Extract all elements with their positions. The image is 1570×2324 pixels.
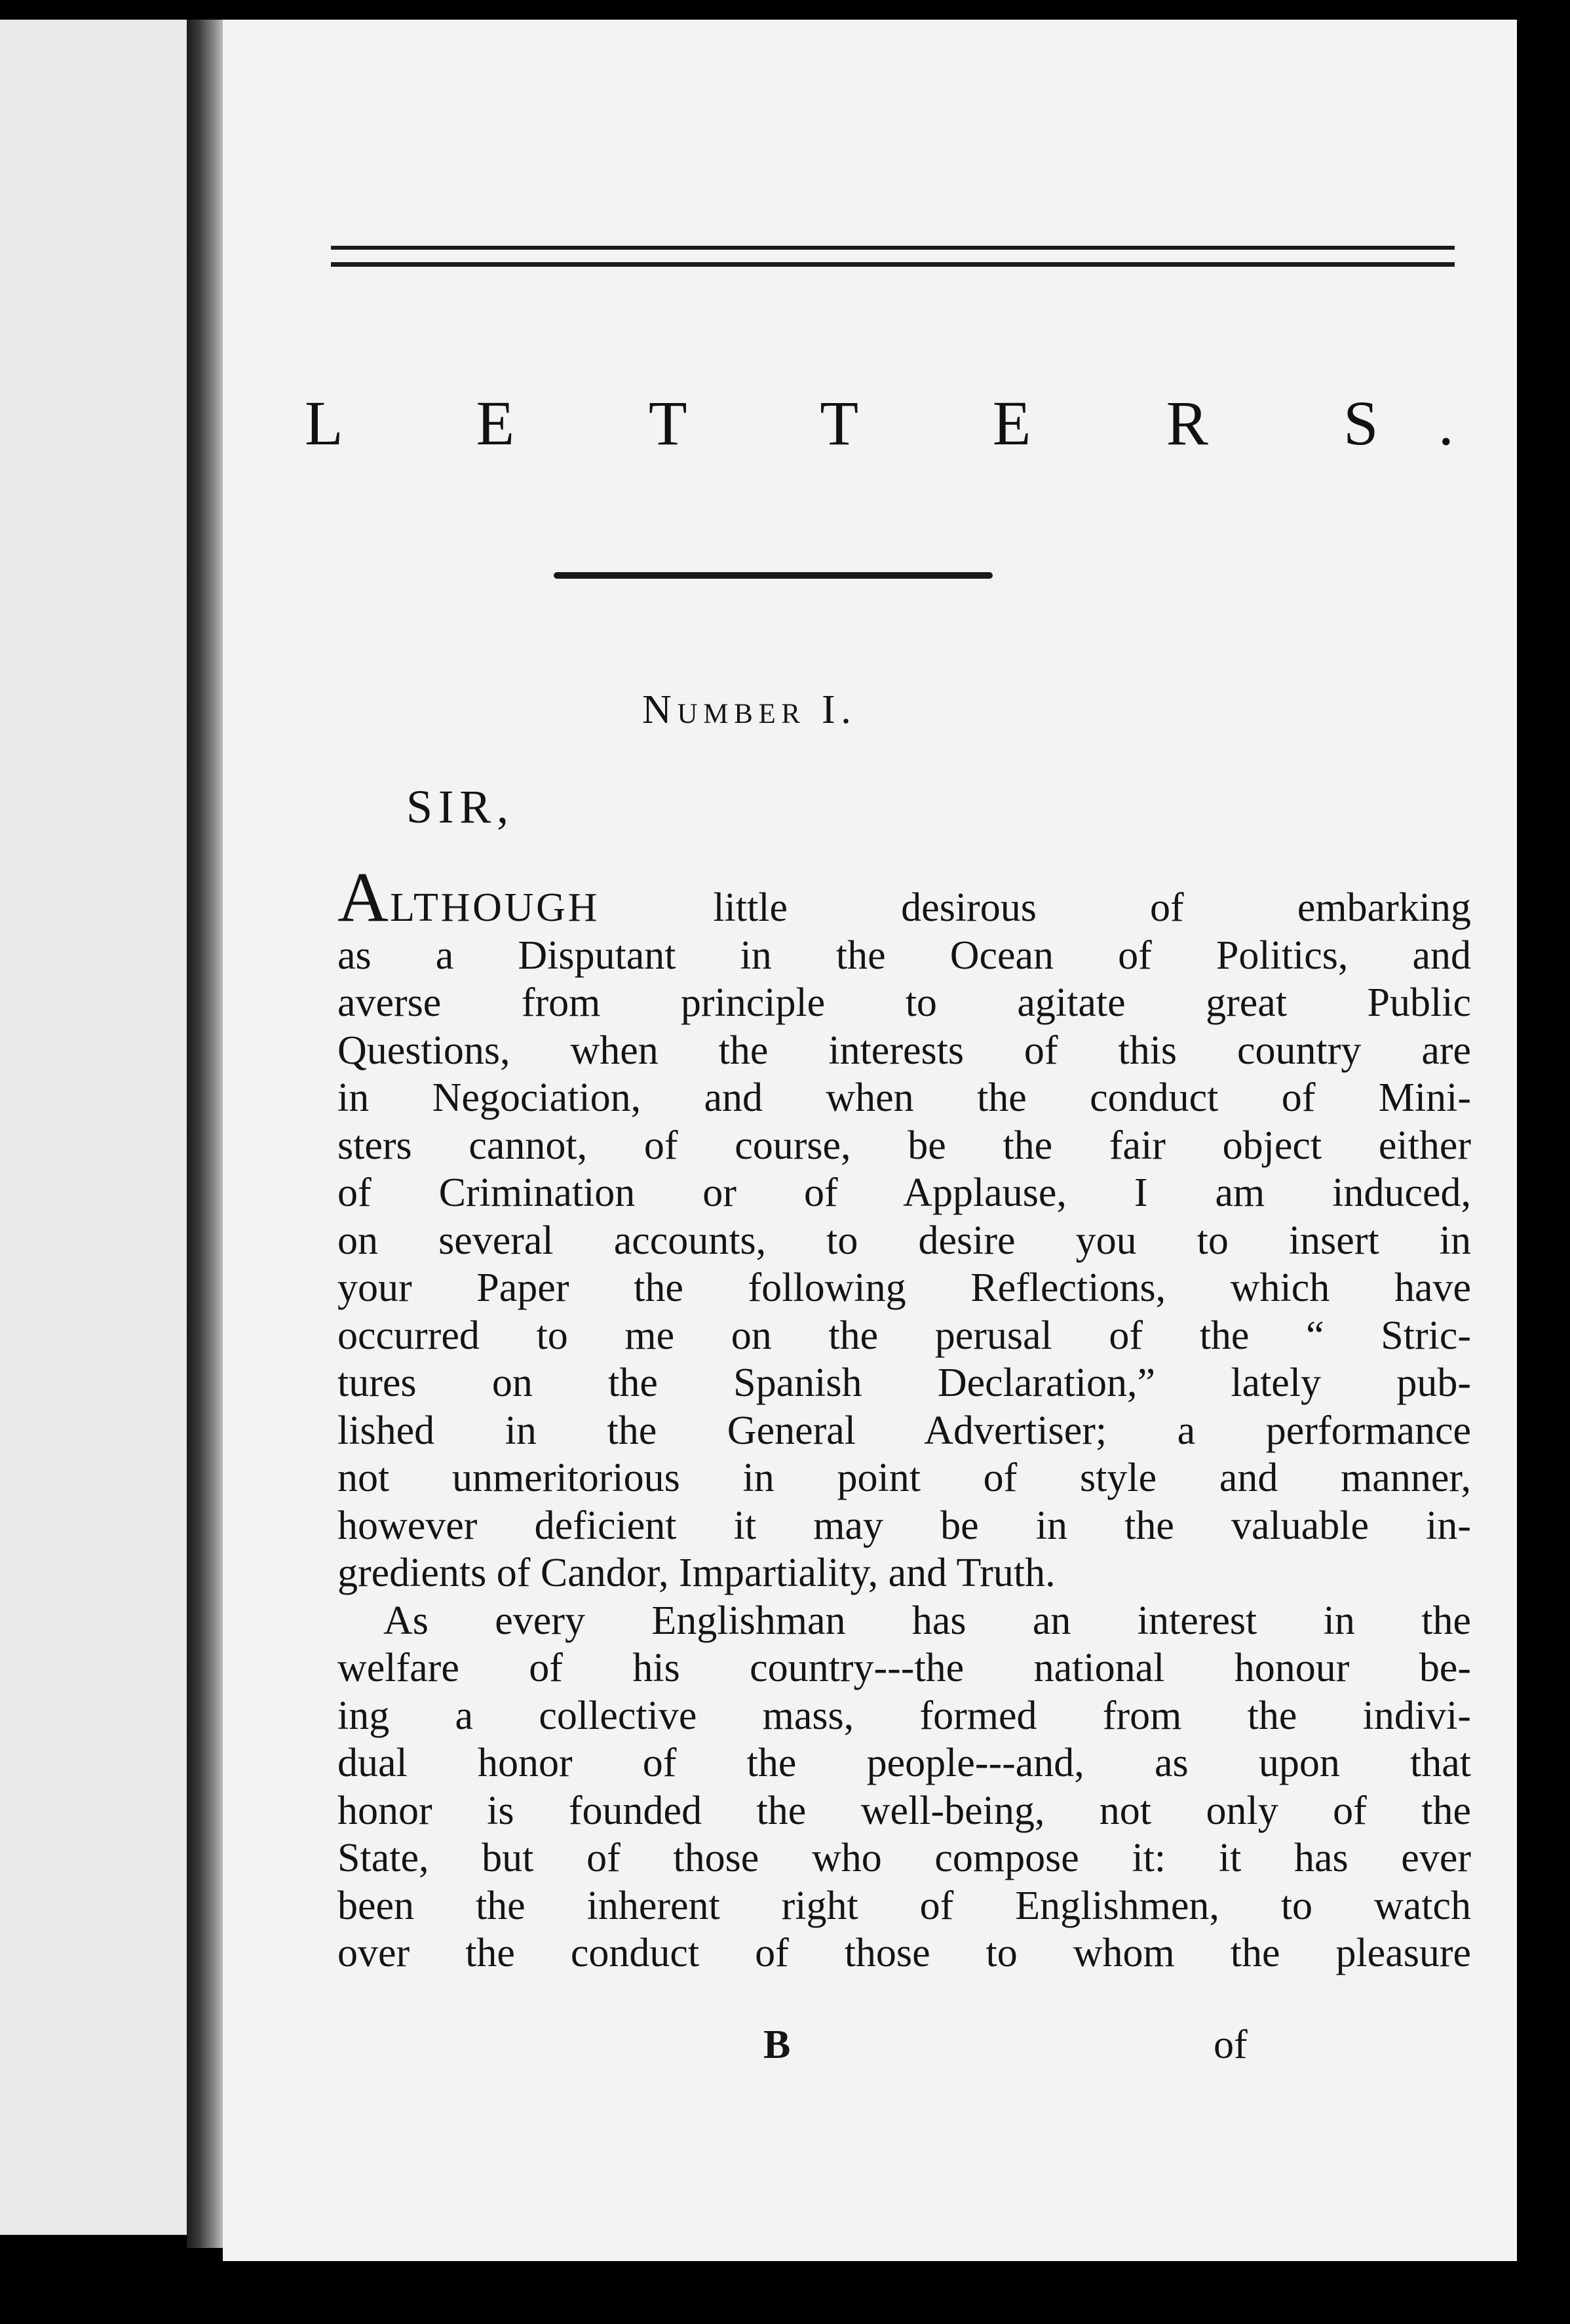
body-line-13: not unmeritorious in point of style and manner, [337,1456,1471,1500]
body-line-23: over the conduct of those to whom the pleasure [337,1931,1471,1975]
drop-cap-initial: A [337,859,391,937]
body-line-17: welfare of his country---the national honour be- [337,1646,1471,1690]
body-line-20: honor is founded the well-being, not only of the [337,1788,1471,1833]
previous-page-edge [0,20,187,2235]
catchword: of [1214,2023,1248,2067]
body-line-4: Questions, when the interests of this country are [337,1028,1471,1073]
body-line-6: sters cannot, of course, be the fair object either [337,1123,1471,1168]
book-gutter-shadow [187,20,226,2248]
book-page [223,20,1517,2261]
body-line-10: occurred to me on the perusal of the “ Stric- [337,1313,1471,1358]
page-heading: L E T T E R S. [305,388,1514,458]
body-line-18: ing a collective mass, formed from the indivi- [337,1693,1471,1738]
body-line-1 [337,859,1471,937]
body-line-7: of Crimination or of Applause, I am induced, [337,1171,1471,1215]
body-line-8: on several accounts, to desire you to insert in [337,1218,1471,1263]
body-line-5: in Negociation, and when the conduct of Mini- [337,1075,1471,1120]
body-line-text: little desirous of embarking [713,885,1471,930]
body-line-22: been the inherent right of Englishmen, to watch [337,1883,1471,1928]
body-line-9: your Paper the following Reflections, which have [337,1266,1471,1310]
letter-number-heading: Number I. [642,688,857,732]
body-line-19: dual honor of the people---and, as upon that [337,1741,1471,1785]
salutation: SIR, [406,781,514,833]
body-line-2: as a Disputant in the Ocean of Politics, and [337,933,1471,978]
body-line-11: tures on the Spanish Declaration,” lately pub- [337,1361,1471,1405]
opening-small-caps: LTHOUGH [390,885,600,930]
ornamental-rule [554,572,993,579]
body-line-21: State, but of those who compose it: it has ever [337,1836,1471,1880]
body-line-3: averse from principle to agitate great Public [337,980,1471,1025]
body-line-12: lished in the General Advertiser; a performance [337,1408,1471,1453]
top-rule-thin [331,246,1455,250]
signature-mark: B [763,2023,791,2067]
body-line-16: As every Englishman has an interest in the [383,1598,1471,1643]
body-line-15: gredients of Candor, Impartiality, and Truth. [337,1551,1056,1595]
body-line-14: however deficient it may be in the valuable in- [337,1503,1471,1548]
letter-body [337,859,1471,1977]
top-rule-thick [331,262,1455,267]
